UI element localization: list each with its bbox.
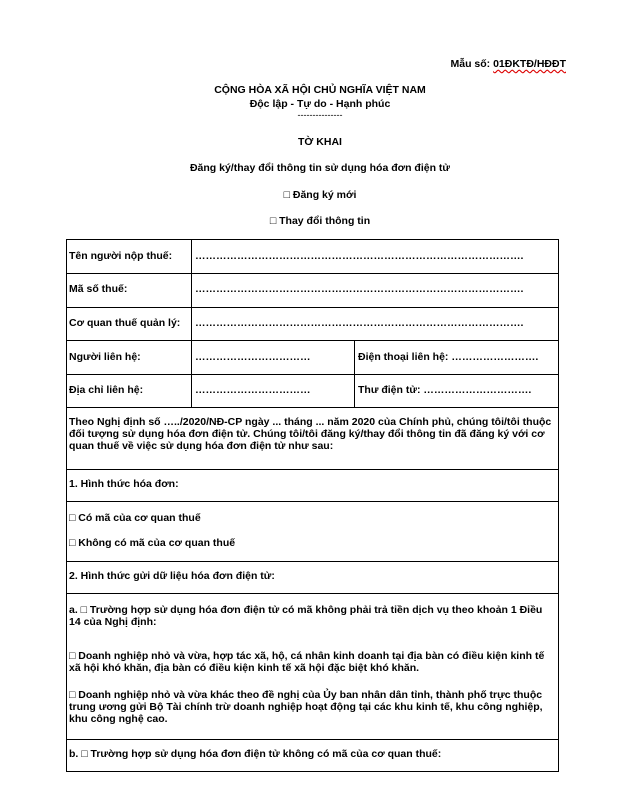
row-divider <box>67 407 558 408</box>
intro-paragraph: Theo Nghị định số …../2020/NĐ-CP ngày ... tháng ... năm 2020 của Chính phủ, chúng tôi/tôi thuộc đối tượng sử dụng hóa đơn điện tử. Chúng tôi/tôi đăng ký/thay đổi thông tin đã đăng ký với cơ quan thuế về việc sử dụng hóa đơn điện tử như sau: <box>69 416 552 452</box>
phone-field[interactable]: Điện thoại liên hệ: ……………………. <box>358 351 539 363</box>
column-divider <box>191 240 192 407</box>
declaration-table <box>66 239 559 772</box>
option-a1-checkbox[interactable]: □ Doanh nghiệp nhỏ và vừa, hợp tác xã, hộ, cá nhân kinh doanh tại địa bàn có điều kiện kinh tế xã hội khó khăn, địa bàn có điều kiện kinh tế xã hội đặc biệt khó khăn. <box>69 650 545 674</box>
change-info-checkbox[interactable]: □ Thay đổi thông tin <box>269 215 371 227</box>
motto-separator: --------------- <box>297 110 343 120</box>
row-divider <box>67 307 558 308</box>
row-divider <box>67 340 558 341</box>
row-divider <box>67 273 558 274</box>
country-name: CỘNG HÒA XÃ HỘI CHỦ NGHĨA VIỆT NAM <box>214 84 426 96</box>
invoice-type-heading: 1. Hình thức hóa đơn: <box>69 478 179 490</box>
document-title: TỜ KHAI <box>298 136 342 148</box>
column-divider <box>354 340 355 407</box>
tax-office-label: Cơ quan thuế quản lý: <box>69 317 181 329</box>
taxpayer-name-field[interactable]: …………………………………………………………………………………. <box>195 250 524 262</box>
register-new-checkbox[interactable]: □ Đăng ký mới <box>283 189 357 201</box>
with-code-checkbox[interactable]: □ Có mã của cơ quan thuế <box>69 512 201 524</box>
row-divider <box>67 501 558 502</box>
contact-person-label: Người liên hệ: <box>69 351 141 363</box>
data-submission-heading: 2. Hình thức gửi dữ liệu hóa đơn điện tử: <box>69 570 275 582</box>
row-divider <box>67 469 558 470</box>
tax-office-field[interactable]: …………………………………………………………………………………. <box>195 317 524 329</box>
row-divider <box>67 593 558 594</box>
without-code-checkbox[interactable]: □ Không có mã của cơ quan thuế <box>69 537 236 549</box>
row-divider <box>67 739 558 740</box>
row-divider <box>67 374 558 375</box>
email-field[interactable]: Thư điện tử: …………………………. <box>358 384 532 396</box>
taxpayer-name-label: Tên người nộp thuế: <box>69 250 173 262</box>
option-a2-checkbox[interactable]: □ Doanh nghiệp nhỏ và vừa khác theo đề nghị của Ủy ban nhân dân tỉnh, thành phố trực thuộc trung ương gửi Bộ Tài chính trừ doanh nghiệp hoạt động tại các khu kinh tế, khu công nghiệp, khu công nghệ cao. <box>69 689 543 725</box>
row-divider <box>67 561 558 562</box>
form-number-label: Mẫu số: <box>450 58 494 70</box>
tax-code-label: Mã số thuế: <box>69 283 128 295</box>
contact-person-field[interactable]: …………………………… <box>195 351 311 363</box>
national-motto: Độc lập - Tự do - Hạnh phúc <box>249 98 391 110</box>
tax-code-field[interactable]: …………………………………………………………………………………. <box>195 283 524 295</box>
option-a-checkbox[interactable]: a. □ Trường hợp sử dụng hóa đơn điện tử có mã không phải trả tiền dịch vụ theo khoản 1 Điều 14 của Nghị định: <box>69 604 543 628</box>
address-field[interactable]: …………………………… <box>195 384 311 396</box>
address-label: Địa chỉ liên hệ: <box>69 384 144 396</box>
option-b-checkbox[interactable]: b. □ Trường hợp sử dụng hóa đơn điện tử không có mã của cơ quan thuế: <box>69 748 442 760</box>
form-number <box>450 58 566 70</box>
form-number-code: 01ĐKTĐ/HĐĐT <box>493 58 566 70</box>
document-subtitle: Đăng ký/thay đổi thông tin sử dụng hóa đơn điện tử <box>189 162 451 174</box>
